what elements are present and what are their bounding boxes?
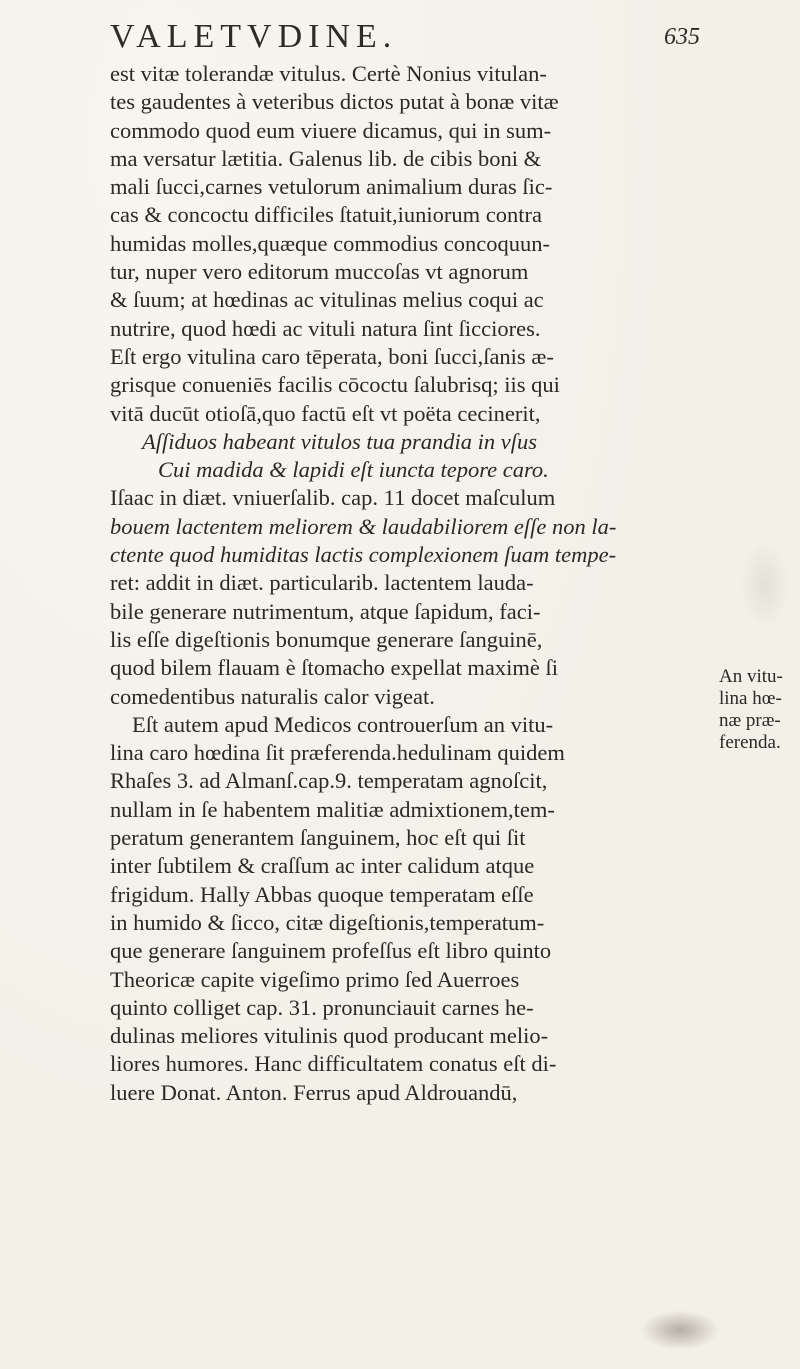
- text-line: & ſuum; at hœdinas ac vitulinas melius coqui ac: [110, 287, 544, 313]
- running-head: [110, 18, 700, 58]
- text-line: dulinas meliores vitulinis quod producant melio-: [110, 1023, 549, 1049]
- text-line: lina caro hœdina ſit præferenda.hedulinam quidem: [110, 740, 565, 766]
- paper-stain: [740, 540, 790, 630]
- text-line: nutrire, quod hœdi ac vituli natura ſint ſicciores.: [110, 315, 541, 341]
- marginal-note-line: næ præ-: [719, 710, 781, 731]
- text-line: ctente quod humiditas lactis complexionem ſuam tempe-: [110, 542, 617, 568]
- text-line: in humido & ſicco, citæ digeſtionis,temperatum-: [110, 909, 545, 935]
- text-line: commodo quod eum viuere dicamus, qui in sum-: [110, 117, 552, 143]
- main-text-block: [110, 60, 700, 1107]
- ink-blot: [640, 1310, 720, 1350]
- text-line: tes gaudentes à veteribus dictos putat à bonæ vitæ: [110, 89, 559, 115]
- text-line: que generare ſanguinem profeſſus eſt libro quinto: [110, 938, 552, 964]
- marginal-note: [719, 666, 793, 754]
- text-line: inter ſubtilem & craſſum ac inter calidum atque: [110, 853, 535, 879]
- text-line: ret: addit in diæt. particularib. lactentem lauda-: [110, 570, 534, 596]
- text-line: ma versatur lætitia. Galenus lib. de cibis boni &: [110, 145, 542, 171]
- verse-quote-line: Aſſiduos habeant vitulos tua prandia in vſus: [142, 428, 537, 454]
- text-line: peratum generantem ſanguinem, hoc eſt qui ſit: [110, 825, 526, 851]
- text-line: Iſaac in diæt. vniuerſalib. cap. 11 docet maſculum: [110, 485, 556, 511]
- text-line: bouem lactentem meliorem & laudabiliorem eſſe non la-: [110, 513, 617, 539]
- text-line: grisque conueniēs facilis cōcoctu ſalubrisq; iis qui: [110, 372, 560, 398]
- text-line: quinto colliget cap. 31. pronunciauit carnes he-: [110, 994, 534, 1020]
- text-line: Rhaſes 3. ad Almanſ.cap.9. temperatam agnoſcit,: [110, 768, 548, 794]
- text-line: liores humores. Hanc difficultatem conatus eſt di-: [110, 1051, 557, 1077]
- text-line: lis eſſe digeſtionis bonumque generare ſanguinē,: [110, 626, 543, 652]
- verse-quote-line: Cui madida & lapidi eſt iuncta tepore caro.: [158, 457, 549, 483]
- text-line: luere Donat. Anton. Ferrus apud Aldrouandū,: [110, 1079, 518, 1105]
- text-line: comedentibus naturalis calor vigeat.: [110, 683, 435, 709]
- marginal-note-line: lina hœ-: [719, 688, 782, 709]
- text-line: Theoricæ capite vigeſimo primo ſed Auerroes: [110, 966, 520, 992]
- page-number: 635: [664, 24, 700, 50]
- text-line: Eſt ergo vitulina caro tēperata, boni ſucci,ſanis æ-: [110, 343, 554, 369]
- text-line: nullam in ſe habentem malitiæ admixtionem,tem-: [110, 796, 555, 822]
- text-line: est vitæ tolerandæ vitulus. Certè Nonius vitulan-: [110, 61, 547, 86]
- text-line: vitā ducūt otioſā,quo factū eſt vt poëta cecinerit,: [110, 400, 541, 426]
- marginal-note-line: ferenda.: [719, 732, 781, 753]
- text-line: tur, nuper vero editorum muccoſas vt agnorum: [110, 259, 529, 285]
- text-line: Eſt autem apud Medicos controuerſum an vitu-: [132, 711, 554, 737]
- text-line: cas & concoctu difficiles ſtatuit,iuniorum contra: [110, 202, 542, 228]
- running-title: VALETVDINE.: [110, 18, 398, 55]
- text-line: quod bilem flauam è ſtomacho expellat maximè ſi: [110, 655, 558, 681]
- text-line: mali ſucci,carnes vetulorum animalium duras ſic-: [110, 174, 553, 200]
- text-line: frigidum. Hally Abbas quoque temperatam eſſe: [110, 881, 534, 907]
- text-line: humidas molles,quæque commodius concoquun-: [110, 230, 550, 256]
- marginal-note-line: An vitu-: [719, 666, 783, 687]
- text-line: bile generare nutrimentum, atque ſapidum, faci-: [110, 598, 541, 624]
